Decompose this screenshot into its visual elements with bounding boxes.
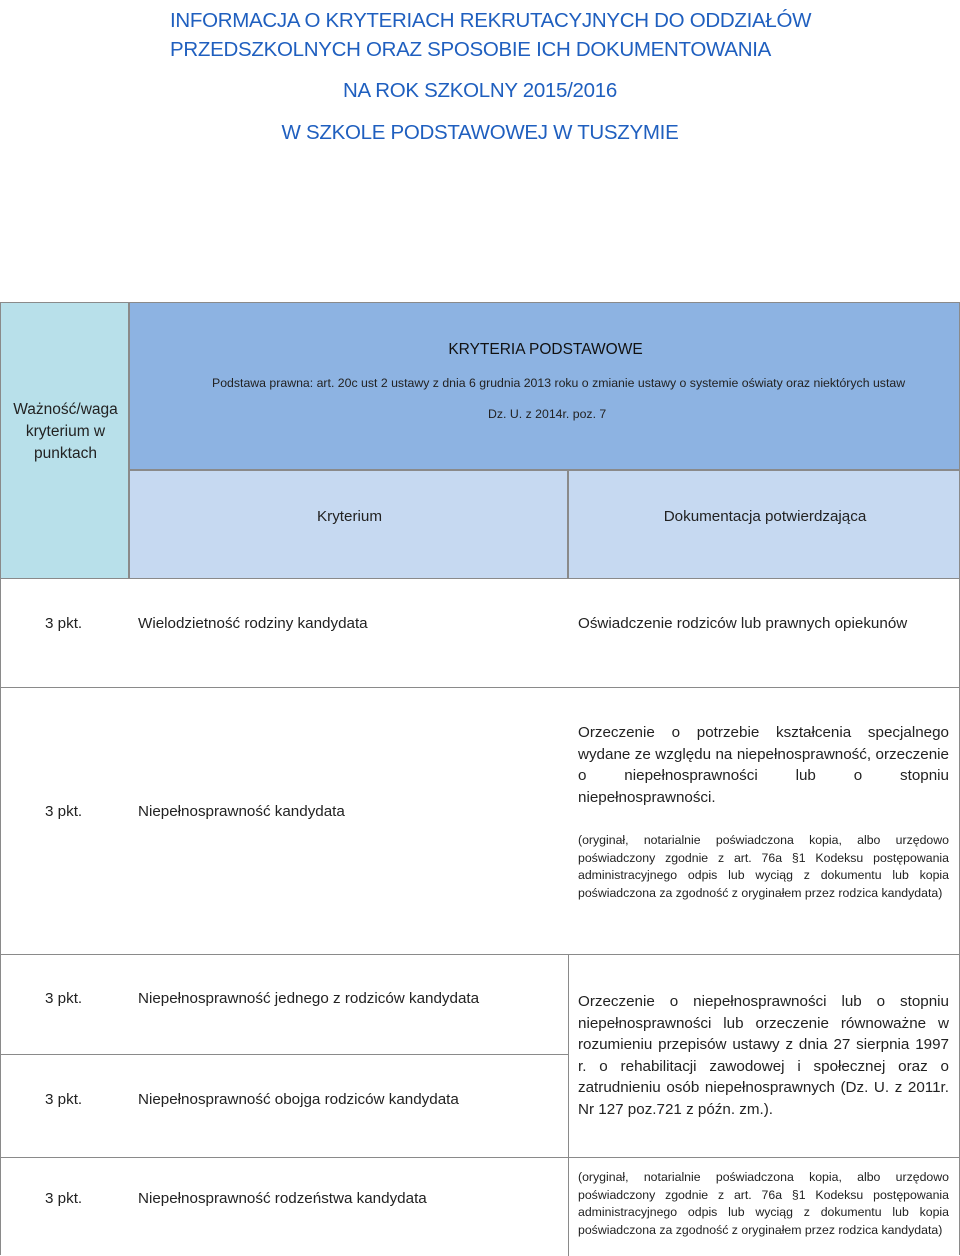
criterion-column-header bbox=[129, 470, 568, 579]
documents-column-header bbox=[568, 470, 960, 579]
title-line-1: INFORMACJA O KRYTERIACH REKRUTACYJNYCH DO ODDZIAŁÓW bbox=[170, 9, 812, 32]
legal-basis-label: Podstawa prawna: bbox=[212, 376, 314, 390]
row-divider bbox=[1, 1054, 568, 1055]
table-row bbox=[0, 579, 960, 688]
title-line-2: PRZEDSZKOLNYCH ORAZ SPOSOBIE ICH DOKUMENTOWANIA bbox=[170, 38, 771, 61]
merged-rows-parents bbox=[0, 955, 960, 1157]
legal-basis-text: art. 20c ust 2 ustawy z dnia 6 grudnia 2013 roku o zmianie ustawy o systemie oświaty oraz niektórych ustaw bbox=[313, 376, 906, 390]
document-title bbox=[170, 6, 810, 147]
legal-basis bbox=[212, 376, 960, 390]
row-criterion: Niepełnosprawność obojga rodziców kandydata bbox=[138, 1091, 459, 1108]
column-divider bbox=[568, 1158, 569, 1256]
row-documents: Oświadczenie rodziców lub prawnych opiekunów bbox=[578, 615, 908, 632]
weight-header-label: Ważność/waga kryterium w punktach bbox=[13, 401, 118, 462]
row-points: 3 pkt. bbox=[45, 615, 83, 632]
row-points: 3 pkt. bbox=[45, 1091, 83, 1108]
title-line-3: NA ROK SZKOLNY 2015/2016 bbox=[343, 79, 617, 102]
weight-header-cell bbox=[0, 302, 129, 579]
parents-documents: Orzeczenie o niepełnosprawności lub o stopniu niepełnosprawności lub orzeczenie równoważne w rozumieniu przepisów ustawy z dnia 27 sierpnia 1997 r. o rehabilitacji zawodowej i społecznej oraz o zatrudnieniu osób niepełnosprawnych (Dz. U. z 2011r. Nr 127 poz.721 z późn. zm.). bbox=[578, 993, 949, 1118]
row-points: 3 pkt. bbox=[45, 990, 83, 1007]
row-criterion: Niepełnosprawność kandydata bbox=[138, 803, 345, 820]
section-header-cell bbox=[129, 302, 960, 470]
row-documents-note: (oryginał, notarialnie poświadczona kopia, albo urzędowo poświadczony zgodnie z art. 76a §1 Kodeksu postępowania administracyjnego odpis lub wyciąg z dokumentu lub kopia poświadczona za zgodność z oryginałem przez rodzica kandydata) bbox=[578, 1170, 949, 1237]
row-points: 3 pkt. bbox=[45, 803, 83, 820]
criteria-table bbox=[0, 302, 960, 1255]
row-criterion: Niepełnosprawność jednego z rodziców kandydata bbox=[138, 990, 480, 1007]
column-divider bbox=[568, 955, 569, 1157]
criterion-column-label: Kryterium bbox=[317, 508, 382, 525]
row-documents: Orzeczenie o potrzebie kształcenia specjalnego wydane ze względu na niepełnosprawność, orzeczenie o niepełnosprawności lub o stopniu niepełnosprawności. bbox=[578, 724, 949, 806]
documents-column-label: Dokumentacja potwierdzająca bbox=[663, 508, 867, 525]
row-criterion: Niepełnosprawność rodzeństwa kandydata bbox=[138, 1190, 427, 1207]
table-row bbox=[0, 1157, 960, 1255]
table-row bbox=[0, 688, 960, 955]
legal-reference: Dz. U. z 2014r. poz. 7 bbox=[488, 407, 607, 421]
title-line-4: W SZKOLE PODSTAWOWEJ W TUSZYMIE bbox=[281, 121, 679, 144]
section-title: KRYTERIA PODSTAWOWE bbox=[448, 341, 643, 358]
row-criterion: Wielodzietność rodziny kandydata bbox=[138, 615, 368, 632]
row-points: 3 pkt. bbox=[45, 1190, 83, 1207]
row-documents-note: (oryginał, notarialnie poświadczona kopia, albo urzędowo poświadczony zgodnie z art. 76a §1 Kodeksu postępowania administracyjnego odpis lub wyciąg z dokumentu lub kopia poświadczona za zgodność z oryginałem przez rodzica kandydata) bbox=[578, 833, 949, 900]
